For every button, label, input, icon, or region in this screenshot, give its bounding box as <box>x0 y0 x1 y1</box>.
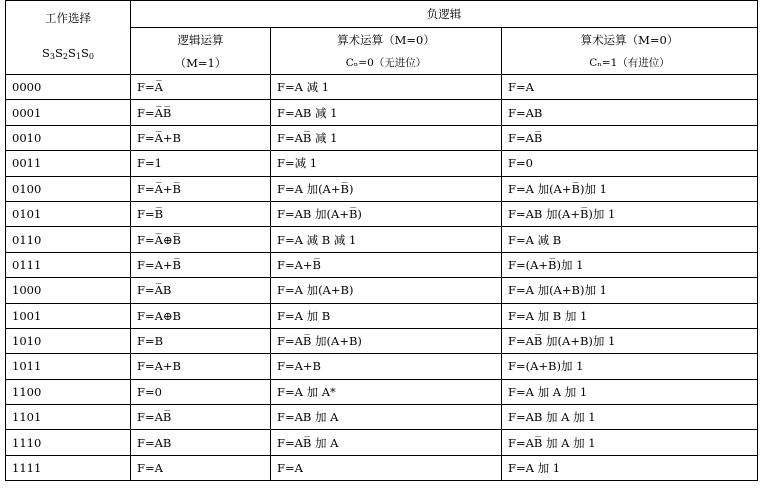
arith-no-carry-cell: F=A+B̅ <box>271 252 502 277</box>
logic-cell: F=1 <box>131 151 271 176</box>
logic-cell: F=AB̅ <box>131 405 271 430</box>
select-code-cell: 0100 <box>6 176 131 201</box>
logic-cell: F=A̅+B̅ <box>131 176 271 201</box>
arith-carry-cell: F=AB̅ 加 A 加 1 <box>502 430 758 455</box>
table-row <box>6 201 758 226</box>
mode-select-header <box>6 1 131 75</box>
mode-label: 工作选择 <box>45 11 91 26</box>
select-code-cell: 1101 <box>6 405 131 430</box>
select-code-cell: 1110 <box>6 430 131 455</box>
select-code-cell: 1001 <box>6 303 131 328</box>
logic-cell: F=A⊕B <box>131 303 271 328</box>
table-row <box>6 176 758 201</box>
arith-no-carry-cell: F=AB 加(A+B̅) <box>271 201 502 226</box>
table-row <box>6 125 758 150</box>
cn0-label: Cₙ=0（无进位） <box>345 56 427 69</box>
logic-op-label: 逻辑运算 <box>177 32 224 47</box>
arith-no-carry-cell: F=AB̅ 减 1 <box>271 125 502 150</box>
select-code-cell: 0000 <box>6 75 131 100</box>
arith-carry-cell: F=A 加 1 <box>502 455 758 480</box>
arith-carry-cell: F=(A+B)加 1 <box>502 354 758 379</box>
arith-no-carry-cell: F=AB̅ 加 A <box>271 430 502 455</box>
logic-cell: F=AB <box>131 430 271 455</box>
select-code-cell: 0010 <box>6 125 131 150</box>
select-bits-label: $S_3S_2S_1S_0$ <box>42 45 94 61</box>
table-row <box>6 379 758 404</box>
select-code-cell: 1011 <box>6 354 131 379</box>
logic-cell: F=A̅⊕B̅ <box>131 227 271 252</box>
arith-carry-cell: F=A 加 B 加 1 <box>502 303 758 328</box>
table-row <box>6 100 758 125</box>
select-code-cell: 0111 <box>6 252 131 277</box>
select-code-cell: 1111 <box>6 455 131 480</box>
cn1-label: Cₙ=1（有进位） <box>589 56 670 69</box>
arith-no-carry-cell: F=A 加(A+B̅) <box>271 176 502 201</box>
table-row <box>6 227 758 252</box>
arith-no-carry-cell: F=A 加(A+B) <box>271 278 502 303</box>
arith-no-carry-label: 算术运算（M=0） <box>337 32 435 47</box>
select-code-cell: 1000 <box>6 278 131 303</box>
arith-carry-cell: F=A 减 B <box>502 227 758 252</box>
table-row <box>6 354 758 379</box>
logic-cell: F=B̅ <box>131 201 271 226</box>
table-row <box>6 252 758 277</box>
table-row <box>6 151 758 176</box>
arith-no-carry-cell: F=A <box>271 455 502 480</box>
logic-cell: F=A̅B̅ <box>131 100 271 125</box>
arith-carry-cell: F=AB̅ <box>502 125 758 150</box>
arith-carry-cell: F=A 加(A+B̅)加 1 <box>502 176 758 201</box>
arith-no-carry-cell: F=A+B <box>271 354 502 379</box>
logic-cell: F=A+B <box>131 354 271 379</box>
arith-carry-cell: F=A 加 A 加 1 <box>502 379 758 404</box>
select-code-cell: 0101 <box>6 201 131 226</box>
logic-cell: F=A̅+B <box>131 125 271 150</box>
arith-no-carry-cell: F=AB̅ 加(A+B) <box>271 328 502 353</box>
logic-cell: F=0 <box>131 379 271 404</box>
table-row <box>6 303 758 328</box>
logic-cell: F=A+B̅ <box>131 252 271 277</box>
arith-no-carry-header <box>271 28 502 75</box>
negative-logic-header: 负逻辑 <box>131 1 758 28</box>
logic-m-label: （M=1） <box>174 55 227 70</box>
arith-carry-cell: F=0 <box>502 151 758 176</box>
logic-cell: F=A <box>131 455 271 480</box>
table-row <box>6 430 758 455</box>
select-code-cell: 0001 <box>6 100 131 125</box>
arith-carry-cell: F=(A+B̅)加 1 <box>502 252 758 277</box>
arith-no-carry-cell: F=减 1 <box>271 151 502 176</box>
arith-carry-label: 算术运算（M=0） <box>580 32 679 47</box>
arith-carry-cell: F=AB <box>502 100 758 125</box>
select-code-cell: 0011 <box>6 151 131 176</box>
arith-carry-header <box>502 28 758 75</box>
arith-no-carry-cell: F=A 加 A* <box>271 379 502 404</box>
select-code-cell: 1100 <box>6 379 131 404</box>
select-code-cell: 0110 <box>6 227 131 252</box>
table-row <box>6 455 758 480</box>
arith-carry-cell: F=AB 加(A+B̅)加 1 <box>502 201 758 226</box>
alu-function-table <box>5 0 758 481</box>
arith-carry-cell: F=AB 加 A 加 1 <box>502 405 758 430</box>
logic-op-header <box>131 28 271 75</box>
table-row <box>6 278 758 303</box>
logic-cell: F=A̅B <box>131 278 271 303</box>
header-row-1 <box>6 1 758 28</box>
arith-no-carry-cell: F=AB 加 A <box>271 405 502 430</box>
arith-carry-cell: F=A <box>502 75 758 100</box>
logic-cell: F=A̅ <box>131 75 271 100</box>
arith-no-carry-cell: F=A 减 1 <box>271 75 502 100</box>
arith-carry-cell: F=AB̅ 加(A+B)加 1 <box>502 328 758 353</box>
table-row <box>6 75 758 100</box>
select-code-cell: 1010 <box>6 328 131 353</box>
arith-no-carry-cell: F=AB 减 1 <box>271 100 502 125</box>
logic-cell: F=B <box>131 328 271 353</box>
arith-carry-cell: F=A 加(A+B)加 1 <box>502 278 758 303</box>
table-row <box>6 328 758 353</box>
table-row <box>6 405 758 430</box>
arith-no-carry-cell: F=A 加 B <box>271 303 502 328</box>
arith-no-carry-cell: F=A 减 B 减 1 <box>271 227 502 252</box>
